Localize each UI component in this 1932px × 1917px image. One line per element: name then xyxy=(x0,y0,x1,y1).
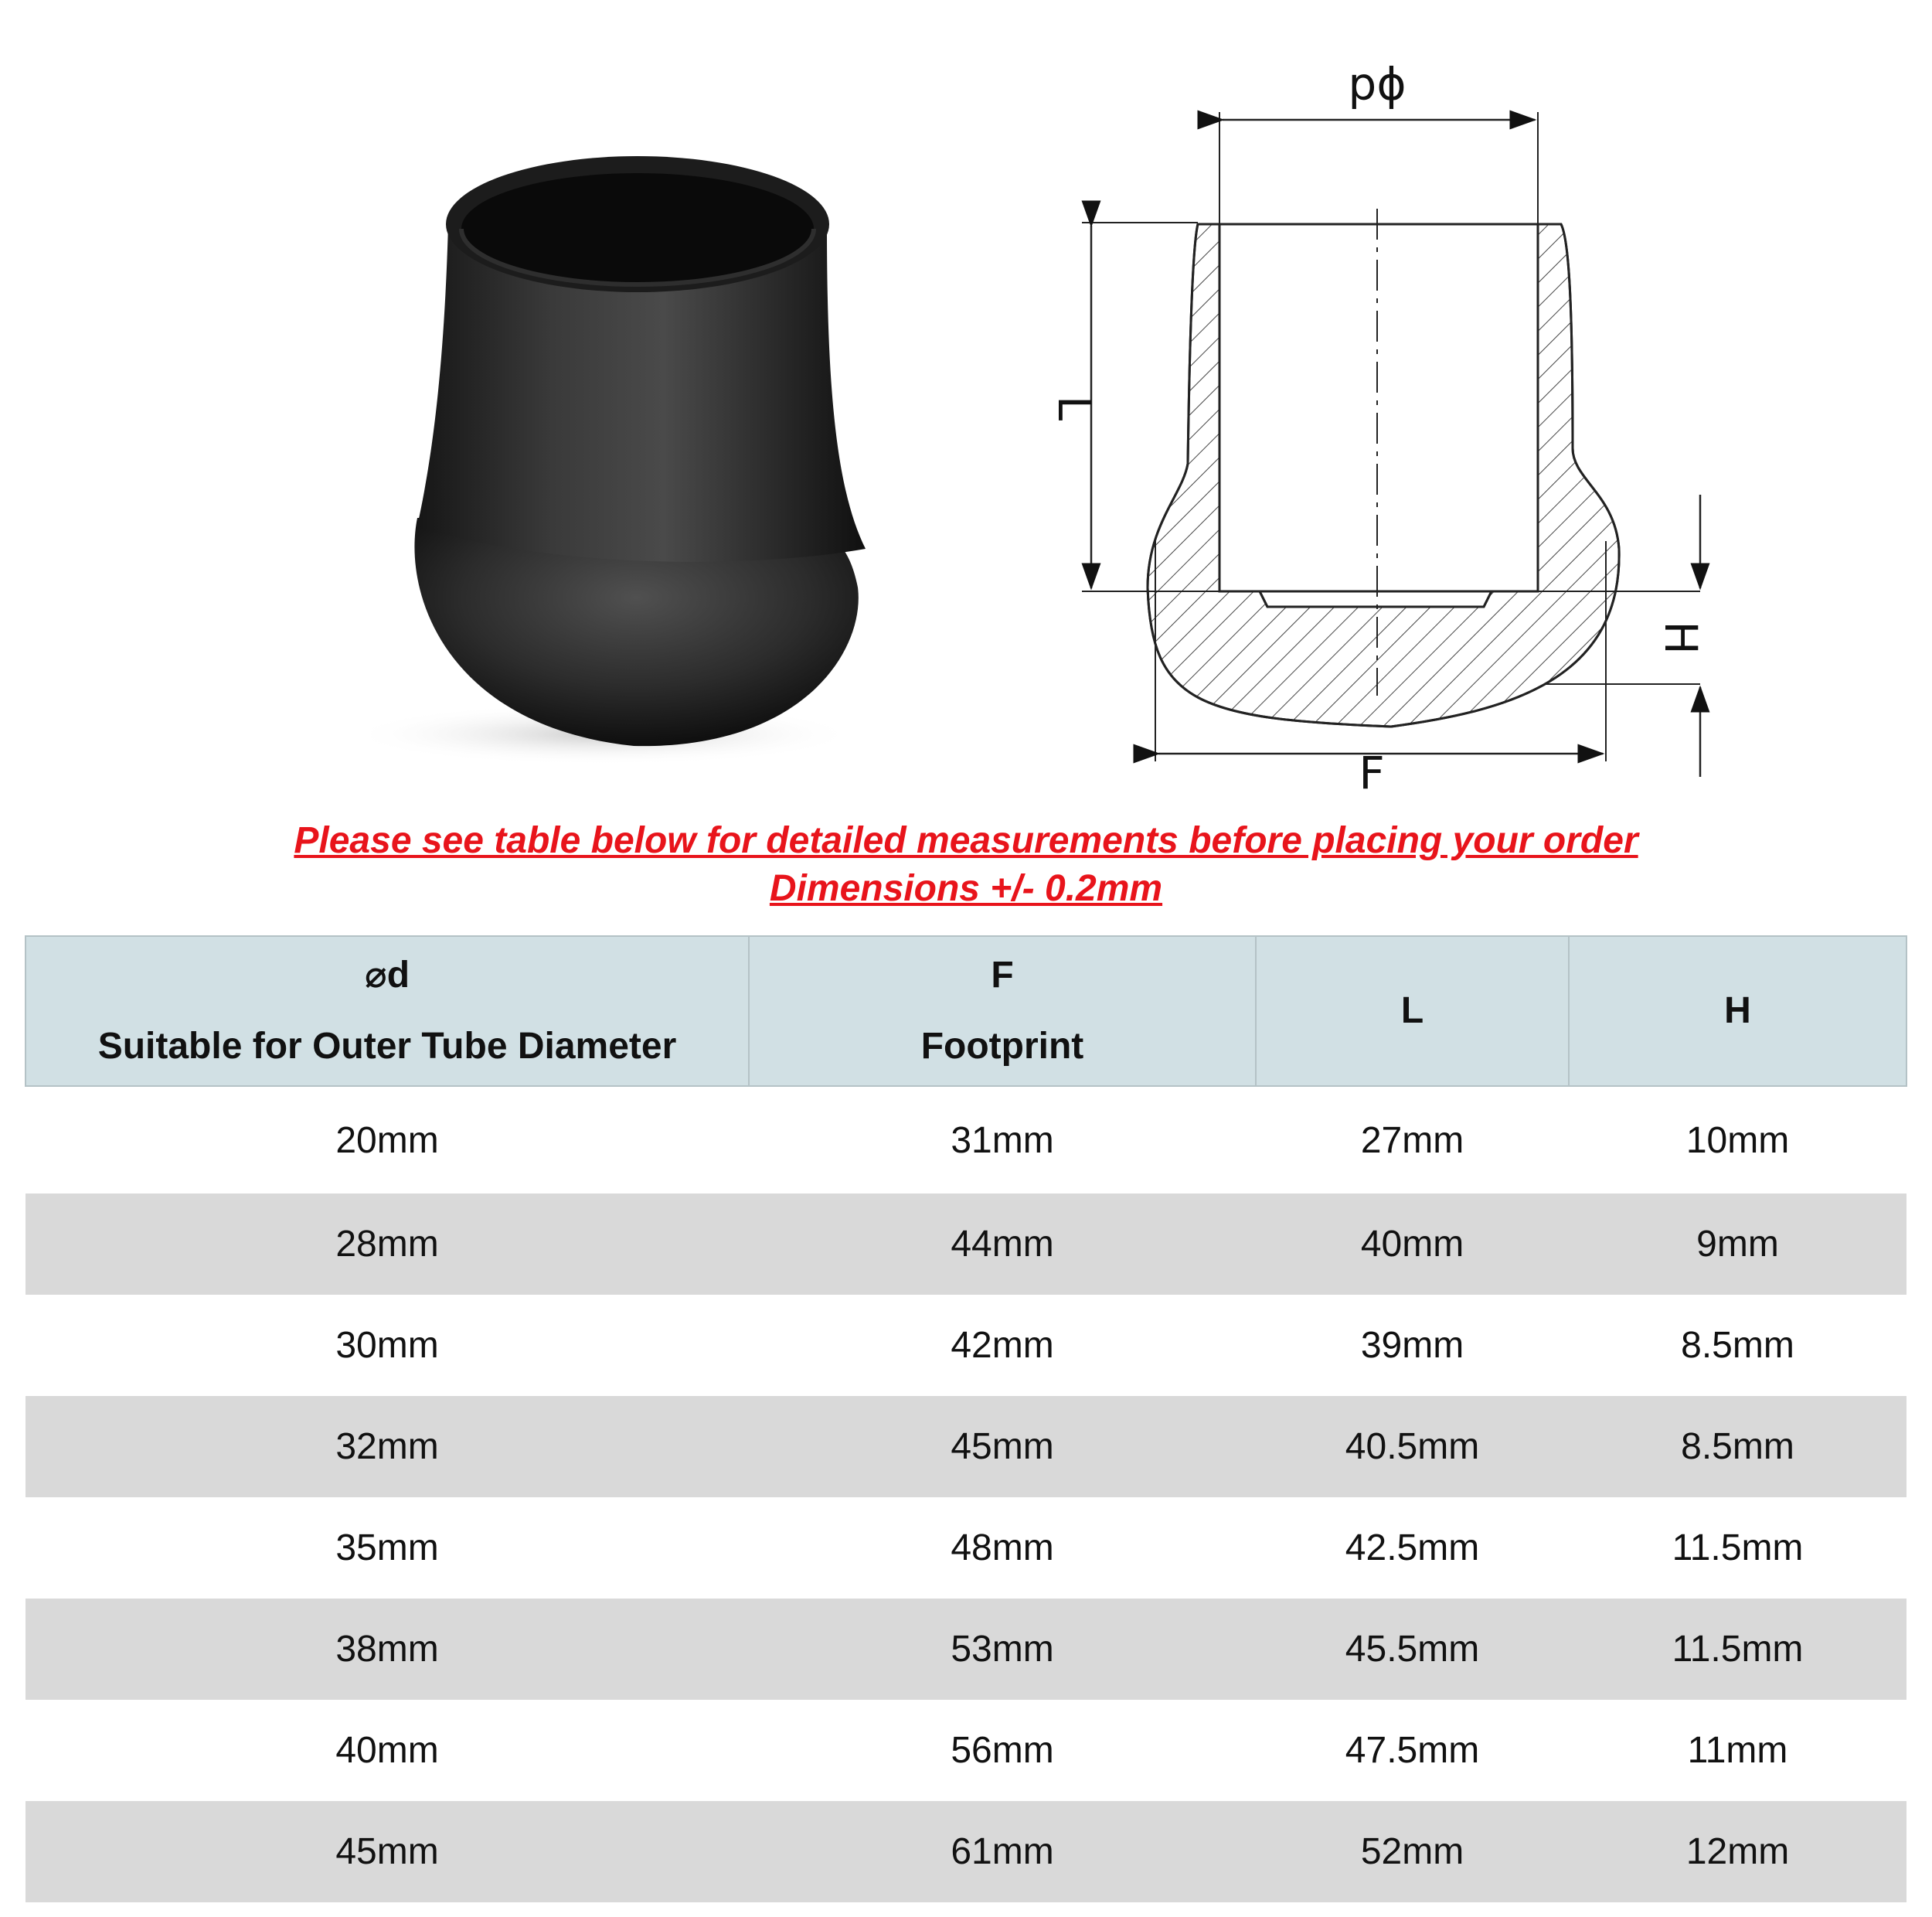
header-diameter-label: Suitable for Outer Tube Diameter xyxy=(97,1026,677,1067)
cell-height: 11.5mm xyxy=(1569,1497,1906,1599)
cell-length: 27mm xyxy=(1256,1086,1569,1193)
cell-height: 11.5mm xyxy=(1569,1599,1906,1700)
table-header-row xyxy=(26,936,1906,1086)
cell-footprint: 45mm xyxy=(749,1396,1256,1497)
table-row xyxy=(26,1801,1906,1902)
table-row xyxy=(26,1599,1906,1700)
header-height xyxy=(1569,936,1906,1086)
cell-length: 40.5mm xyxy=(1256,1396,1569,1497)
cell-footprint: 44mm xyxy=(749,1193,1256,1295)
header-diameter-symbol: ⌀d xyxy=(364,955,410,996)
size-table xyxy=(25,935,1907,1902)
table-row xyxy=(26,1700,1906,1801)
cell-diameter: 35mm xyxy=(26,1497,749,1599)
cell-diameter: 38mm xyxy=(26,1599,749,1700)
cell-length: 47.5mm xyxy=(1256,1700,1569,1801)
cell-height: 11mm xyxy=(1569,1700,1906,1801)
table-row xyxy=(26,1193,1906,1295)
cell-height: 8.5mm xyxy=(1569,1396,1906,1497)
cell-height: 10mm xyxy=(1569,1086,1906,1193)
header-length-symbol: L xyxy=(1400,990,1424,1031)
table-row xyxy=(26,1396,1906,1497)
cell-length: 52mm xyxy=(1256,1801,1569,1902)
cell-height: 9mm xyxy=(1569,1193,1906,1295)
cell-footprint: 56mm xyxy=(749,1700,1256,1801)
cell-length: 42.5mm xyxy=(1256,1497,1569,1599)
cell-height: 8.5mm xyxy=(1569,1295,1906,1396)
header-footprint-label: Footprint xyxy=(920,1026,1084,1067)
header-diameter xyxy=(26,936,749,1086)
cell-footprint: 31mm xyxy=(749,1086,1256,1193)
cell-length: 45.5mm xyxy=(1256,1599,1569,1700)
cell-footprint: 48mm xyxy=(749,1497,1256,1599)
dimension-h-label: H xyxy=(1655,621,1707,655)
cell-diameter: 20mm xyxy=(26,1086,749,1193)
cell-diameter: 40mm xyxy=(26,1700,749,1801)
cell-diameter: 45mm xyxy=(26,1801,749,1902)
cell-diameter: 32mm xyxy=(26,1396,749,1497)
header-footprint xyxy=(749,936,1256,1086)
tolerance-notice: Dimensions +/- 0.2mm xyxy=(769,868,1163,909)
header-height-symbol: H xyxy=(1724,990,1751,1031)
table-row xyxy=(26,1086,1906,1193)
header-length xyxy=(1256,936,1569,1086)
order-notice: Please see table below for detailed measurements before placing your order xyxy=(294,820,1638,861)
cell-height: 12mm xyxy=(1569,1801,1906,1902)
dimension-l-label: L xyxy=(1048,395,1100,421)
dimension-f-label: F xyxy=(1359,747,1385,799)
cell-diameter: 30mm xyxy=(26,1295,749,1396)
table-row xyxy=(26,1295,1906,1396)
cell-footprint: 61mm xyxy=(749,1801,1256,1902)
header-footprint-symbol: F xyxy=(991,955,1014,996)
cell-footprint: 42mm xyxy=(749,1295,1256,1396)
cell-diameter: 28mm xyxy=(26,1193,749,1295)
cell-length: 40mm xyxy=(1256,1193,1569,1295)
table-row xyxy=(26,1497,1906,1599)
dimension-d-label: ϕd xyxy=(1348,64,1406,117)
product-photo xyxy=(371,54,912,788)
cell-footprint: 53mm xyxy=(749,1599,1256,1700)
technical-drawing xyxy=(1005,46,1747,804)
cell-length: 39mm xyxy=(1256,1295,1569,1396)
